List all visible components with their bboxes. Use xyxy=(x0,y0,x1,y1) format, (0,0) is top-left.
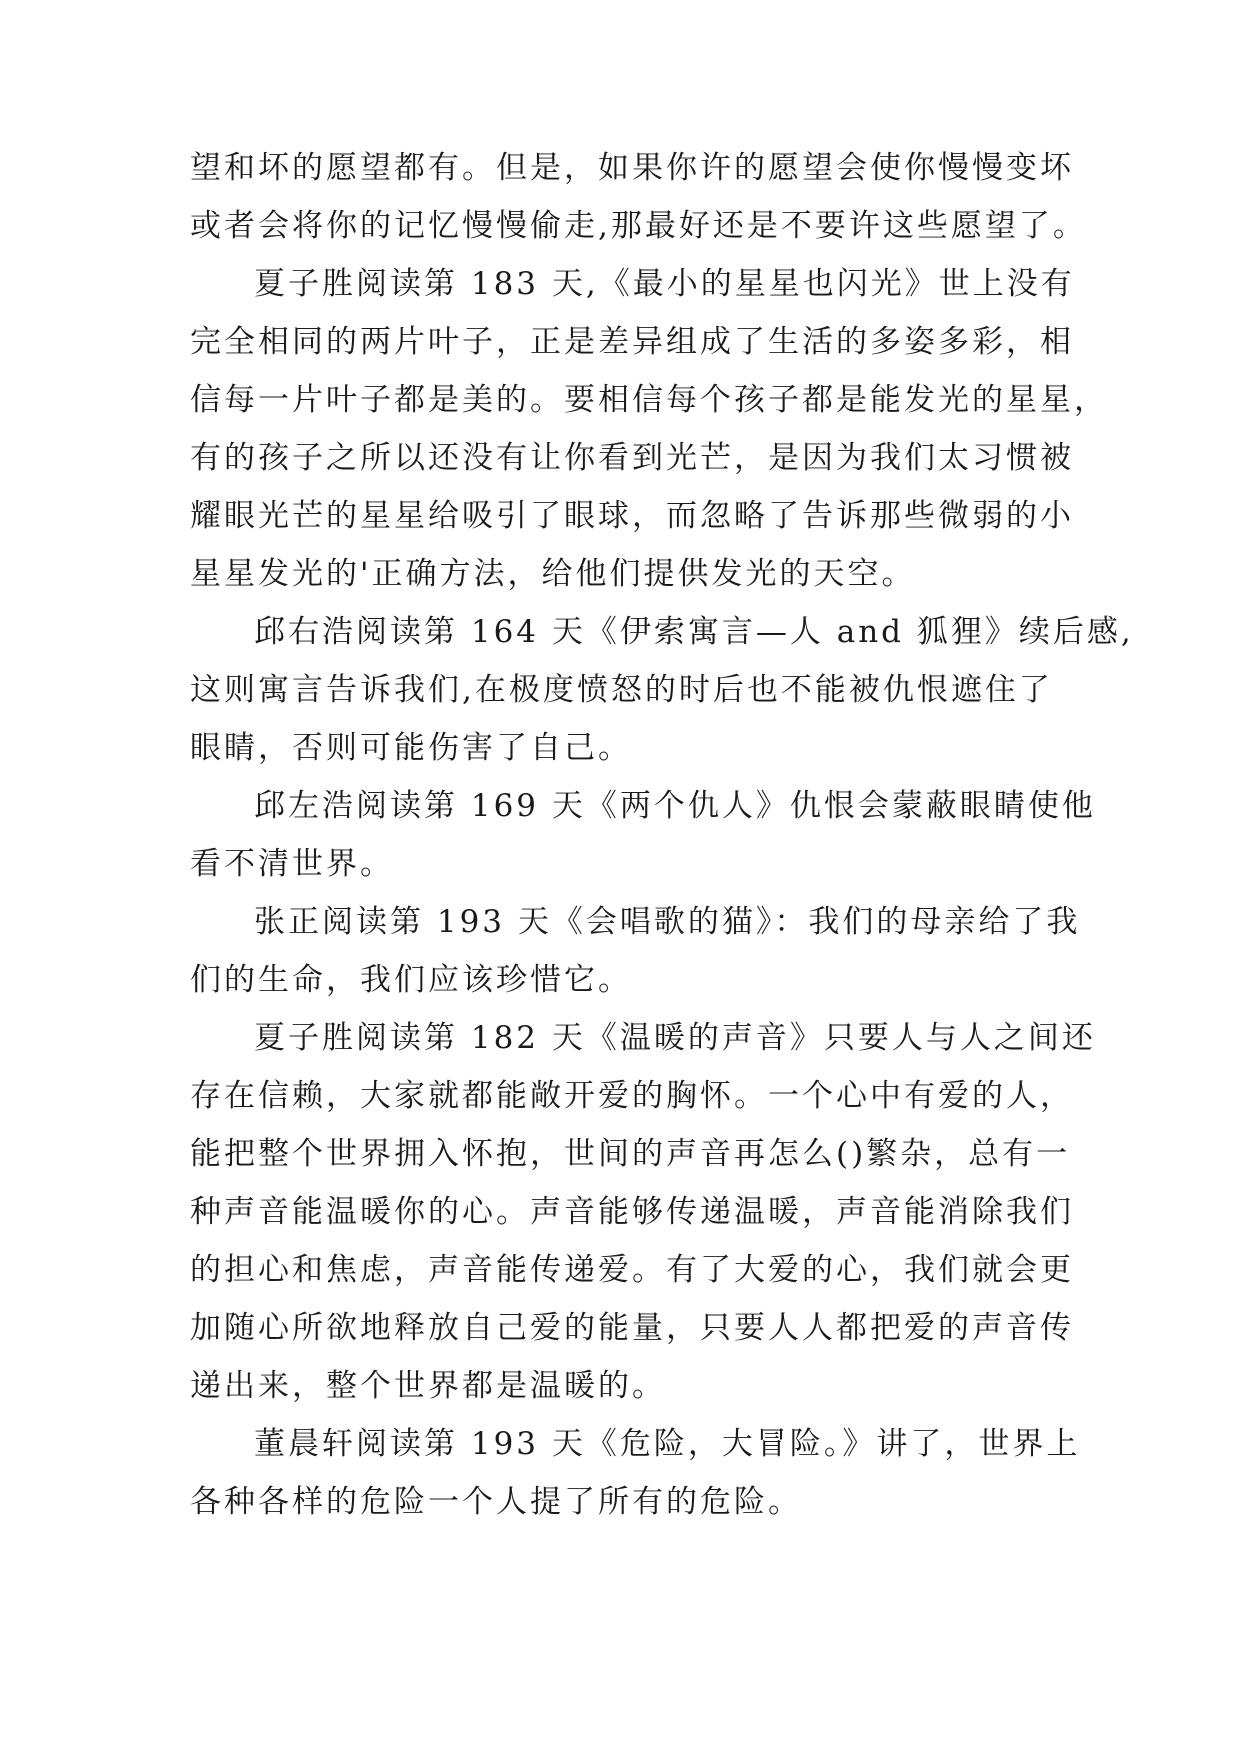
paragraph-first-line: 邱左浩阅读第 169 天《两个仇人》仇恨会蒙蔽眼睛使他 xyxy=(254,788,1096,824)
text-line: 们的生命，我们应该珍惜它。 xyxy=(190,962,632,998)
text-line: 望和坏的愿望都有。但是，如果你许的愿望会使你慢慢变坏 xyxy=(190,150,1074,186)
text-line: 有的孩子之所以还没有让你看到光芒，是因为我们太习惯被 xyxy=(190,440,1074,476)
text-line: 种声音能温暖你的心。声音能够传递温暖，声音能消除我们 xyxy=(190,1194,1074,1230)
text-line: 的担心和焦虑，声音能传递爱。有了大爱的心，我们就会更 xyxy=(190,1252,1074,1288)
paragraph-first-line: 董晨轩阅读第 193 天《危险，大冒险。》讲了，世界上 xyxy=(254,1426,1081,1462)
text-line: 能把整个世界拥入怀抱，世间的声音再怎么()繁杂，总有一 xyxy=(190,1136,1071,1172)
paragraph-first-line: 夏子胜阅读第 182 天《温暖的声音》只要人与人之间还 xyxy=(254,1020,1096,1056)
text-line: 各种各样的危险一个人提了所有的危险。 xyxy=(190,1484,802,1520)
text-line: 递出来，整个世界都是温暖的。 xyxy=(190,1368,666,1404)
paragraph-first-line: 邱右浩阅读第 164 天《伊索寓言—人 and 狐狸》续后感, xyxy=(254,614,1134,650)
text-line: 信每一片叶子都是美的。要相信每个孩子都是能发光的星星， xyxy=(190,382,1108,418)
text-line: 星星发光的'正确方法，给他们提供发光的天空。 xyxy=(190,556,916,592)
text-line: 看不清世界。 xyxy=(190,846,394,882)
text-line: 或者会将你的记忆慢慢偷走,那最好还是不要许这些愿望了。 xyxy=(190,208,1087,244)
text-line: 耀眼光芒的星星给吸引了眼球，而忽略了告诉那些微弱的小 xyxy=(190,498,1074,534)
text-line: 加随心所欲地释放自己爱的能量，只要人人都把爱的声音传 xyxy=(190,1310,1074,1346)
text-line: 存在信赖，大家就都能敞开爱的胸怀。一个心中有爱的人， xyxy=(190,1078,1074,1114)
paragraph-first-line: 张正阅读第 193 天《会唱歌的猫》：我们的母亲给了我 xyxy=(254,904,1081,940)
text-line: 这则寓言告诉我们,在极度愤怒的时后也不能被仇恨遮住了 xyxy=(190,672,1053,708)
paragraph-first-line: 夏子胜阅读第 183 天,《最小的星星也闪光》世上没有 xyxy=(254,266,1075,302)
text-line: 完全相同的两片叶子，正是差异组成了生活的多姿多彩，相 xyxy=(190,324,1074,360)
text-line: 眼睛，否则可能伤害了自己。 xyxy=(190,730,632,766)
